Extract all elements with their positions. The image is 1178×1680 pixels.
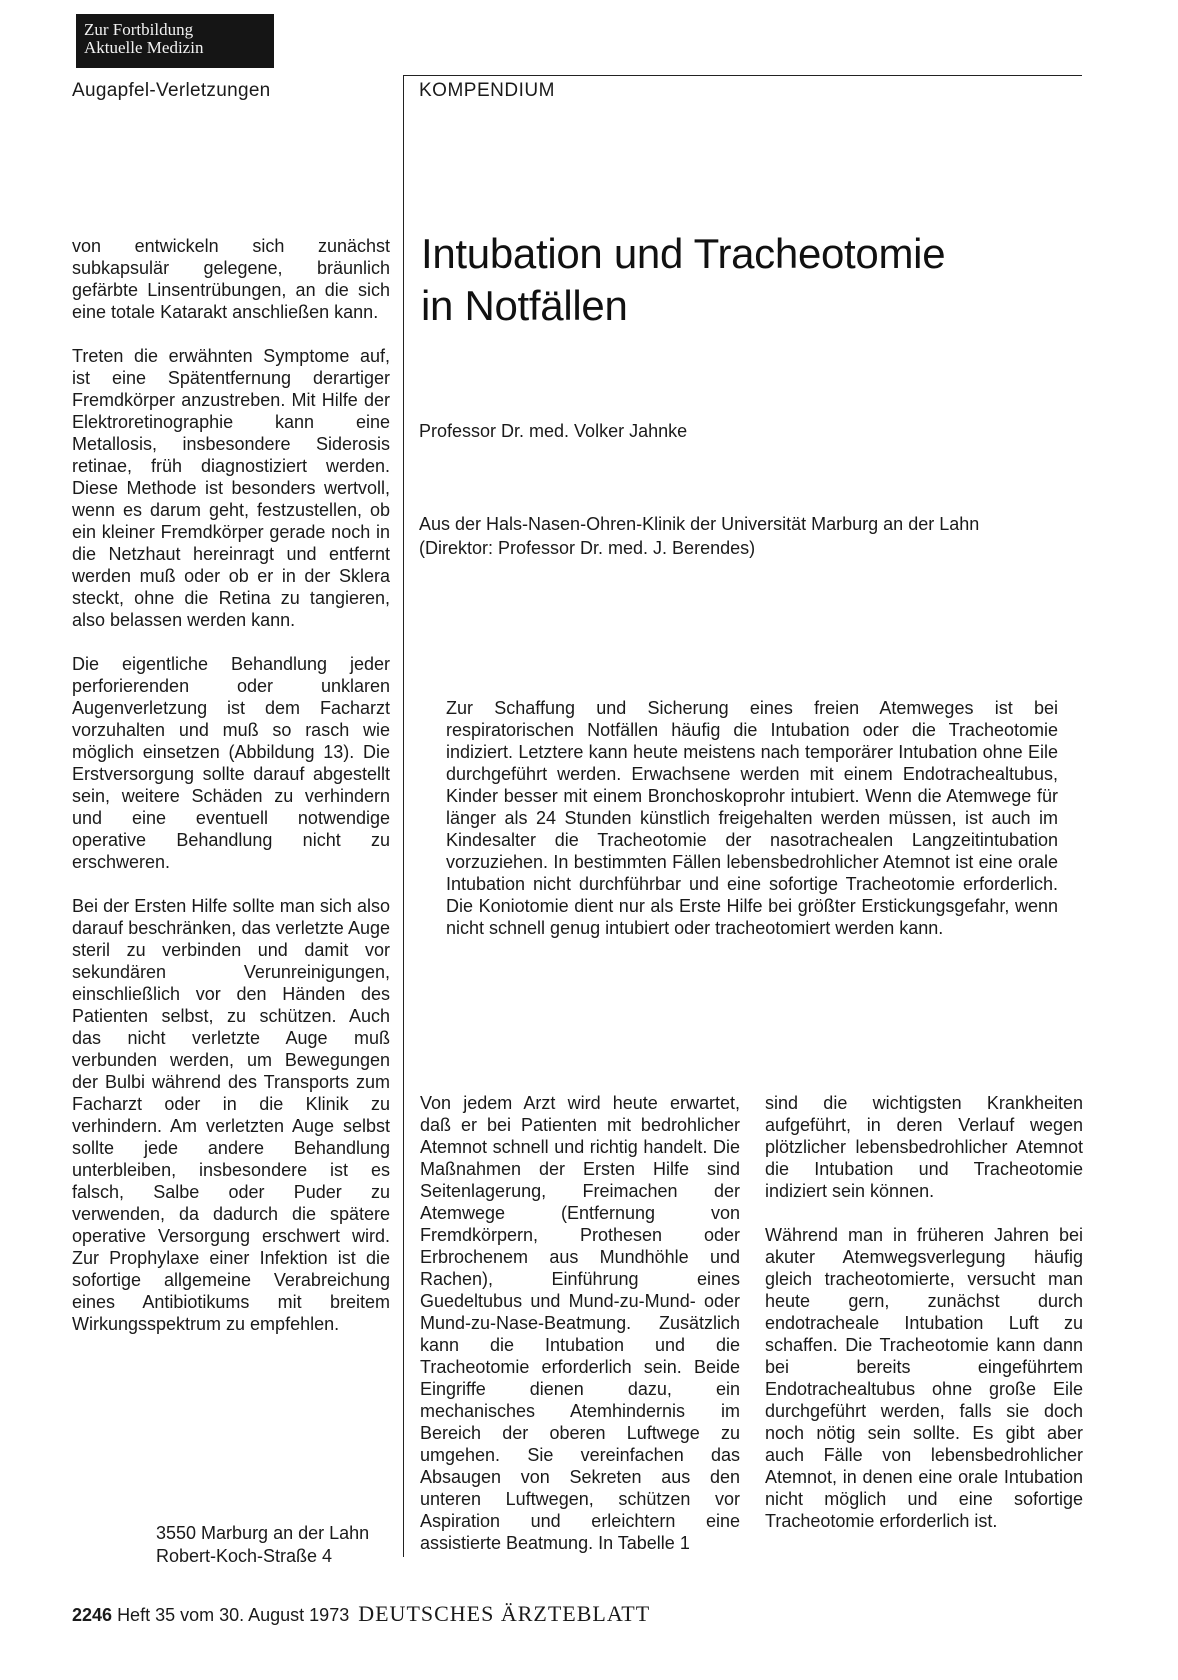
paragraph: sind die wichtigsten Krankheiten aufgeführt, in deren Verlauf wegen plötzlicher lebensbedrohlicher Atemnot die Intubation und Tracheotomie indiziert sein können. — [765, 1093, 1083, 1201]
paragraph: Treten die erwähnten Symptome auf, ist eine Spätentfernung derartiger Fremdkörper anzustreben. Mit Hilfe der Elektroretinographie kann eine Metallosis, insbesondere Siderosis retinae, früh diagnostiziert werden. Diese Methode ist besonders wertvoll, wenn es darum geht, festzustellen, ob ein kleiner Fremdkörper gerade noch in die Netzhaut hereinragt und entfernt werden muß oder ob er in der Sklera steckt, ohne die Retina zu tangieren, also belassen werden kann. — [72, 346, 390, 630]
badge-line-1: Zur Fortbildung — [84, 20, 194, 39]
issue-info: Heft 35 vom 30. August 1973 — [117, 1605, 350, 1625]
column-divider — [403, 75, 404, 1557]
abstract — [446, 697, 1058, 939]
running-head-topic: Augapfel-Verletzungen — [72, 80, 271, 101]
right-column — [765, 1092, 1083, 1532]
address-line-1: 3550 Marburg an der Lahn — [156, 1523, 370, 1543]
page-number: 2246 — [72, 1605, 113, 1625]
affiliation-line-2: (Direktor: Professor Dr. med. J. Berendes) — [419, 538, 756, 558]
paragraph: Die eigentliche Behandlung jeder perforierenden oder unklaren Augenverletzung ist dem Facharzt vorzuhalten und muß so rasch wie möglich einsetzen (Abbildung 13). Die Erstversorgung sollte darauf abgestellt sein, weitere Schäden zu verhindern und eine eventuell notwendige operative Behandlung nicht zu erschweren. — [72, 654, 390, 872]
running-head-section: KOMPENDIUM — [419, 80, 555, 101]
abstract-text: Zur Schaffung und Sicherung eines freien Atemweges ist bei respiratorischen Notfällen häufig die Intubation oder die Tracheotomie indiziert. Letztere kann heute meistens nach temporärer Intubation ohne Eile durchgeführt werden. Erwachsene werden mit einem Endotrachealtubus, Kinder besser mit einem Bronchoskoprohr intubiert. Wenn die Atemwege für länger als 24 Stunden künstlich freigehalten werden müssen, ist auch im Kindesalter die Tracheotomie der nasotrachealen Langzeitintubation vorzuziehen. In bestimmten Fällen lebensbedrohlicher Atemnot ist eine orale Intubation nicht durchführbar und eine sofortige Tracheotomie erforderlich. Die Koniotomie dient nur als Erste Hilfe bei größter Erstickungsgefahr, wenn nicht schnell genug intubiert oder tracheotomiert werden kann. — [446, 698, 1058, 938]
left-column — [72, 235, 390, 1335]
address-line-2: Robert-Koch-Straße 4 — [156, 1546, 333, 1566]
paragraph: Während man in früheren Jahren bei akuter Atemwegsverlegung häufig gleich tracheotomierte, versucht man heute gern, zunächst durch endotracheale Intubation Luft zu schaffen. Die Tracheotomie kann dann bei bereits eingeführtem Endotrachealtubus ohne große Eile durchgeführt werden, falls sie doch noch nötig sein sollte. Es gibt aber auch Fälle von lebensbedrohlicher Atemnot, in denen eine orale Intubation nicht möglich und eine sofortige Tracheotomie erforderlich ist. — [765, 1225, 1083, 1531]
article-affiliation — [419, 512, 1079, 560]
paragraph: von entwickeln sich zunächst subkapsulär gelegene, bräunlich gefärbte Linsentrübungen, an die sich eine totale Katarakt anschließen kann. — [72, 236, 390, 322]
affiliation-line-1: Aus der Hals-Nasen-Ohren-Klinik der Universität Marburg an der Lahn — [419, 514, 980, 534]
title-line-2: in Notfällen — [421, 282, 628, 329]
paragraph: Von jedem Arzt wird heute erwartet, daß er bei Patienten mit bedrohlicher Atemnot schnell und richtig handelt. Die Maßnahmen der Ersten Hilfe sind Seitenlagerung, Freimachen der Atemwege (Entfernung von Fremdkörpern, Prothesen oder Erbrochenem aus Mundhöhle und Rachen), Einführung eines Guedeltubus und Mund-zu-Mund- oder Mund-zu-Nase-Beatmung. Zusätzlich kann die Intubation und die Tracheotomie erforderlich sein. Beide Eingriffe dienen dazu, ein mechanisches Atemhindernis im Bereich der oberen Luftwege zu umgehen. Sie vereinfachen das Absaugen von Sekreten aus den unteren Luftwegen, schützen vor Aspiration und erleichtern eine assistierte Beatmung. In Tabelle 1 — [420, 1093, 740, 1553]
author-address — [156, 1522, 369, 1568]
header-rule — [403, 75, 1082, 76]
article-title — [421, 228, 1061, 332]
middle-column — [420, 1092, 740, 1554]
page-footer — [72, 1601, 650, 1627]
paragraph: Bei der Ersten Hilfe sollte man sich also darauf beschränken, das verletzte Auge steril zu verbinden und damit vor sekundären Verunreinigungen, einschließlich vor den Händen des Patienten selbst, zu schützen. Auch das nicht verletzte Auge muß verbunden werden, um Bewegungen der Bulbi während des Transports zum Facharzt oder in die Klinik zu verhindern. Am verletzten Auge selbst sollte jede andere Behandlung unterbleiben, insbesondere ist es falsch, Salbe oder Puder zu verwenden, da dadurch die spätere operative Versorgung erschwert wird. Zur Prophylaxe einer Infektion ist die sofortige allgemeine Verabreichung eines Antibiotikums mit breitem Wirkungsspektrum zu empfehlen. — [72, 896, 390, 1334]
title-line-1: Intubation und Tracheotomie — [421, 230, 946, 277]
article-author: Professor Dr. med. Volker Jahnke — [419, 421, 688, 441]
section-badge — [76, 14, 274, 68]
badge-line-2: Aktuelle Medizin — [84, 38, 204, 57]
journal-name: DEUTSCHES ÄRZTEBLATT — [358, 1601, 651, 1626]
